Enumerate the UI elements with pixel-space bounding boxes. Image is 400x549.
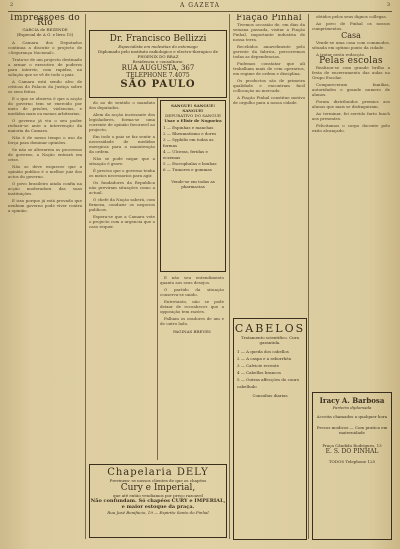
ad-item: 4 — Ulceras, feridas e eczemas xyxy=(163,149,208,160)
cabelos-item: 5 — Outras affecções do couro cabelludo xyxy=(237,377,300,389)
ad-barbosa xyxy=(312,392,392,540)
barbosa-sub: Parteira diplomada xyxy=(332,405,372,410)
paragraph: Os fundadores da Republica não previram situações como a actual. xyxy=(89,180,155,195)
signoff: PAGINAS BREVES xyxy=(173,329,211,334)
barbosa-line: Acceita chamados a qualquer hora xyxy=(316,414,388,419)
ad-line2: DEPURATIVO DO SANGUE xyxy=(165,113,221,118)
column-3-text xyxy=(160,275,224,460)
dely-warning: Não confundam. Só chapéos CURY e IMPERIAL, e maior estoque da praça. xyxy=(90,498,226,510)
ad-line1: SANGUE! SANGUE! SANGUE! xyxy=(170,103,216,113)
dely-title: Chapelaria DELY xyxy=(107,467,209,478)
paragraph: Felicitamos o corpo docente pelo exito alcançado. xyxy=(312,123,390,133)
paragraph: Pudemos constatar que ali trabalham mais de cem operarios, em regime de ordem e disciplina. xyxy=(233,61,305,76)
paragraph: Vende-se uma casa com commodos, situada em optimo ponto da cidade. xyxy=(312,40,390,50)
dely-line1: Previnem- se nossos clientes de que os chapéos xyxy=(109,478,207,483)
barbosa-address: Praça Cândido Rodrigues, 13 xyxy=(322,443,382,448)
ad-item: 3 — Syphilis em todas as formas xyxy=(163,137,214,148)
subline: (Especial de A G. e livro 15) xyxy=(16,32,74,37)
paragraph: Se não se alterarem os processos de governo, a Nação entrará em crise. xyxy=(8,147,82,162)
paragraph: E isso porque já está provado que nenhum governo pode viver contra a opinião. xyxy=(8,198,82,213)
cabelos-sub: Tratamento scientifico. Cura garantida. xyxy=(240,335,300,345)
paragraph: Não se pode negar que a situação é grave. xyxy=(89,156,155,166)
column-rule xyxy=(157,98,158,460)
paragraph: Não se deve esquecer que a opinião publica é o melhor juiz dos actos do governo. xyxy=(8,164,82,179)
paragraph: O povo brasileiro ainda confia na acção moderadora das suas instituições. xyxy=(8,181,82,196)
casa-title: Casa xyxy=(341,31,361,40)
cabelos-item: 3 — Calvicie recente xyxy=(237,363,279,368)
ad-item: 1 — Espinhas e manchas xyxy=(163,125,214,130)
paragraph: do ao de sentido o mandato dos deputados. xyxy=(89,100,155,110)
ad-item: 5 — Escrophulas e boubas xyxy=(163,161,217,166)
masthead: A GAZETA xyxy=(180,2,220,9)
paragraph: O chefe da Nação saberá, com firmeza, conduzir os negocios publicos. xyxy=(89,197,155,212)
paragraph: Alem da acção incessante dos legisladores, forma-se uma corrente de opinião favoravel ao projecto. xyxy=(89,112,155,132)
dely-address: Rua José Bonifacio, 19 — Espirito Santo do Pinhal xyxy=(107,510,209,515)
paragraph: Foram distribuidos premios aos alunos que mais se distinguiram. xyxy=(312,99,390,109)
barbosa-city: E. S. DO PINHAL xyxy=(325,448,379,455)
residence-label: Residencia e consultorio: xyxy=(132,59,184,64)
column-impressoes xyxy=(8,14,82,539)
barbosa-phone: TODOS Telephone 125 xyxy=(328,459,376,464)
diploma-line: Diplomado pelo instituto radiologico e electro-therapico de PHOENIX DO BRAZ xyxy=(97,49,218,59)
city: SÃO PAULO xyxy=(120,79,196,90)
ad-footer: Vende-se em todas as pharmacias xyxy=(171,179,215,189)
paragraph: Ao povo de Pinhal os nossos cumprimentos. xyxy=(312,21,390,31)
cabelos-item: 4 — Cabellos brancos xyxy=(237,370,281,375)
paragraph: E não seu entendimento quanto aos seus desejos. xyxy=(160,275,224,285)
barbosa-line2: Precos modicos — Com pratica em maternidade xyxy=(316,425,388,435)
page-number: 2 xyxy=(10,2,14,8)
paragraph: A Fiação Pinhal constitue motivo de orgulho para a nossa cidade. xyxy=(233,95,305,105)
paragraph: O partido da situação conserva-se unido. xyxy=(160,287,224,297)
paragraph: A Camara dos Deputados continua a discutir o projecto de «Segurança Nacional». xyxy=(8,40,82,55)
ad-item: 6 — Tumores e gommas xyxy=(163,167,212,172)
dely-brand: Cury e Imperial, xyxy=(120,483,196,493)
ad-item: 2 — Rheumatismo e dores xyxy=(163,131,217,136)
article-title: Fiação Pinhal xyxy=(236,14,302,23)
ad-dely xyxy=(89,464,227,538)
ad-line3: Usae o Elixir de Nogueira xyxy=(164,118,222,123)
cabelos-item: 2 — A caspa e a seborrhéa xyxy=(237,356,291,361)
paragraph: Não é de nosso tempo o uso da força para dominar opiniões. xyxy=(8,135,82,145)
ad-items xyxy=(161,123,225,175)
paragraph: A Camara está sendo alvo de criticas do Palacio da Justiça sobre os seus feitos. xyxy=(8,79,82,94)
dely-line2: que até então vendiamos por preço razoavel xyxy=(113,493,203,498)
page-number-right: 3 xyxy=(386,2,390,8)
cabelos-item: 1 — A queda dos cabellos xyxy=(237,349,289,354)
paragraph: Realizou-se com grande brilho a festa de encerramento das aulas no Grupo Escolar. xyxy=(312,65,390,80)
phone: TELEPHONE 7.4075 xyxy=(126,72,190,79)
paragraph: Ao terminar, foi servido farto lunch aos presentes. xyxy=(312,111,390,121)
byline: GARCIA de REZENDE xyxy=(22,27,68,32)
specialty: Especialista em molestias do estomago xyxy=(118,44,198,49)
barbosa-name: Iracy A. Barbosa xyxy=(319,396,385,405)
paragraph: Entretanto, não se pode deixar de reconhecer que a opposição tem razões. xyxy=(160,299,224,314)
escolas-title: Pelas escolas xyxy=(319,56,383,66)
paragraph: E o que se observa é que a acção do governo tem se exercido por meio de prisões, violencias, e medidas mais ou menos arbitrarias. xyxy=(8,96,82,116)
paragraph: É preciso que o governo tenha os meios necessarios para agir. xyxy=(89,168,155,178)
paragraph: Compareceram familias, autoridades e grande numero de alunos. xyxy=(312,82,390,97)
paragraph: Em todo o paiz se faz sentir a necessidade de medidas energicas para a manutenção da ordem. xyxy=(89,134,155,154)
ad-sangue xyxy=(160,100,226,272)
paragraph: A tratar nesta redacção. xyxy=(316,52,366,57)
column-rule xyxy=(229,14,230,539)
column-5 xyxy=(312,14,390,389)
paragraph: Recebidos amavelmente pelo gerente da fabrica, percorremos todas as dependencias. xyxy=(233,44,305,59)
column-fiacao xyxy=(233,14,305,314)
ad-cabelos xyxy=(233,318,307,540)
cabelos-title: CABELOS xyxy=(234,322,306,335)
ad-bellizzi xyxy=(89,30,227,98)
cabelos-footer: Consultas diarias xyxy=(252,393,288,398)
paragraph: Tivemos occasião de, em dias da semana passada, visitar a Fiação Pinhal, importante industria de nossa terra. xyxy=(233,22,305,42)
column-rule xyxy=(85,14,86,539)
article-title: Impressões do Rio xyxy=(9,14,81,28)
paragraph: O governo já viu o seu poder reduzir-se ante a intervenção da maioria da Camara. xyxy=(8,118,82,133)
paragraph: Os productos são de primeira qualidade e encontram facil collocação no mercado. xyxy=(233,78,305,93)
paragraph: Falham os oradores de um e de outro lado. xyxy=(160,316,224,326)
paragraph: Espera-se que a Camara vote o projecto com a urgencia que o caso requer. xyxy=(89,214,155,229)
paragraph: obtidos pelos seus dignos collegas. xyxy=(316,14,387,19)
paragraph: Trata-se de um projecto destinado a armar o executivo de poderes para intervir, com rapidez, na solução que se vê de todo o paiz. xyxy=(8,57,82,77)
column-2-text xyxy=(89,100,155,460)
street: RUA AUGUSTA, 367 xyxy=(121,64,195,72)
cabelos-items xyxy=(234,345,306,393)
column-rule xyxy=(308,14,309,539)
header-rule xyxy=(8,11,392,12)
doctor-name: Dr. Francisco Bellizzi xyxy=(109,34,207,44)
